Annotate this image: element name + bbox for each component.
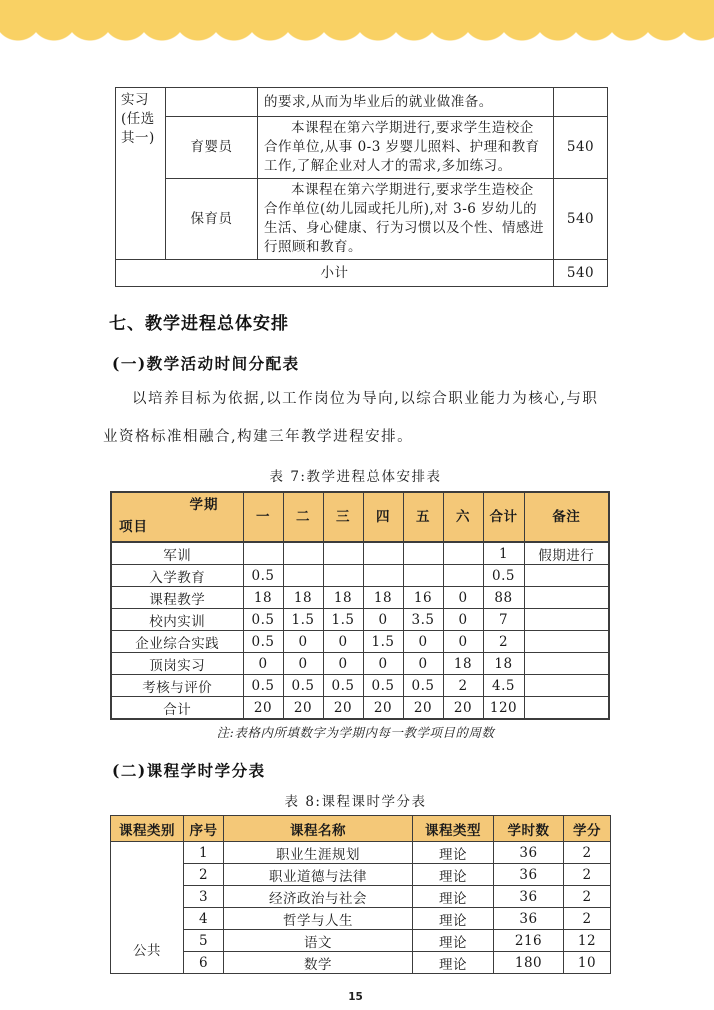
subtotal-label: 小计 (116, 260, 554, 287)
value-cell: 1 (483, 542, 524, 565)
table-row (116, 88, 608, 117)
index-cell: 6 (184, 952, 224, 974)
value-cell: 0.5 (363, 675, 403, 697)
table-row (111, 952, 611, 974)
value-cell: 18 (443, 653, 483, 675)
value-cell (283, 542, 323, 565)
value-cell (403, 565, 443, 587)
page-number: 15 (348, 991, 363, 1003)
table-row (111, 542, 609, 565)
value-cell: 0 (403, 653, 443, 675)
table-row (116, 117, 608, 179)
value-cell: 0 (403, 631, 443, 653)
index-cell: 4 (184, 908, 224, 930)
internship-category-cell: 实习(任选其一) (116, 88, 166, 260)
value-cell: 3.5 (403, 609, 443, 631)
subtotal-value: 540 (554, 260, 608, 287)
course-type-cell: 理论 (413, 952, 494, 974)
course-name-cell: 语文 (224, 930, 413, 952)
row-label: 课程教学 (111, 587, 243, 609)
value-cell: 2 (483, 631, 524, 653)
hours-cell: 540 (554, 179, 608, 260)
column-header: 序号 (184, 816, 224, 842)
table-row (111, 587, 609, 609)
intro-paragraph: 以培养目标为依据,以工作岗位为导向,以综合职业能力为核心,与职业资格标准相融合,构建三年教学进程安排。 (103, 391, 599, 445)
row-label: 合计 (111, 697, 243, 720)
hours-cell: 36 (494, 864, 564, 886)
credit-cell: 12 (564, 930, 611, 952)
value-cell: 20 (323, 697, 363, 720)
banner-scallop-edge (0, 32, 714, 41)
value-cell: 20 (443, 697, 483, 720)
value-cell: 0.5 (243, 675, 283, 697)
job-cell (166, 88, 258, 117)
row-label: 顶岗实习 (111, 653, 243, 675)
value-cell: 1.5 (363, 631, 403, 653)
description-cell: 本课程在第六学期进行,要求学生造校企合作单位(幼儿园或托儿所),对 3-6 岁幼儿的生活、身心健康、行为习惯以及个性、情感进行照顾和教育。 (258, 179, 554, 260)
index-cell: 3 (184, 886, 224, 908)
value-cell: 4.5 (483, 675, 524, 697)
table8-header-row (111, 816, 611, 842)
value-cell: 18 (483, 653, 524, 675)
value-cell: 18 (323, 587, 363, 609)
row-label: 考核与评价 (111, 675, 243, 697)
table-row (111, 864, 611, 886)
value-cell: 20 (243, 697, 283, 720)
value-cell: 1.5 (323, 609, 363, 631)
value-cell: 0 (443, 609, 483, 631)
subsection-heading-1: (一)教学活动时间分配表 (112, 354, 300, 373)
value-cell: 7 (483, 609, 524, 631)
table-row (111, 908, 611, 930)
diagonal-header-cell (111, 492, 243, 542)
course-name-cell: 职业生涯规划 (224, 842, 413, 864)
value-cell: 0 (363, 609, 403, 631)
diagonal-label-project: 项目 (119, 519, 148, 535)
index-cell: 2 (184, 864, 224, 886)
total-row (111, 697, 609, 720)
value-cell: 0.5 (403, 675, 443, 697)
course-credit-table (110, 815, 611, 974)
value-cell (363, 565, 403, 587)
value-cell: 16 (403, 587, 443, 609)
value-cell: 0 (243, 653, 283, 675)
value-cell: 0 (283, 653, 323, 675)
remark-cell (524, 653, 609, 675)
value-cell: 2 (443, 675, 483, 697)
table-row (116, 179, 608, 260)
index-cell: 1 (184, 842, 224, 864)
remark-cell (524, 697, 609, 720)
value-cell: 0.5 (243, 565, 283, 587)
column-header: 备注 (524, 492, 609, 542)
teaching-schedule-table (110, 491, 610, 720)
value-cell (283, 565, 323, 587)
value-cell: 18 (363, 587, 403, 609)
description-cell: 的要求,从而为毕业后的就业做准备。 (258, 88, 554, 117)
credit-cell: 2 (564, 842, 611, 864)
value-cell: 120 (483, 697, 524, 720)
value-cell: 20 (283, 697, 323, 720)
column-header: 课程类别 (111, 816, 184, 842)
course-type-cell: 理论 (413, 864, 494, 886)
value-cell: 0 (323, 631, 363, 653)
value-cell: 88 (483, 587, 524, 609)
table7-header-row (111, 492, 609, 542)
course-name-cell: 数学 (224, 952, 413, 974)
course-type-cell: 理论 (413, 842, 494, 864)
value-cell (443, 565, 483, 587)
job-cell: 育婴员 (166, 117, 258, 179)
column-header: 合计 (483, 492, 524, 542)
value-cell: 18 (283, 587, 323, 609)
credit-cell: 2 (564, 886, 611, 908)
remark-cell (524, 609, 609, 631)
value-cell (243, 542, 283, 565)
subsection-heading-2: (二)课程学时学分表 (112, 761, 266, 780)
column-header: 一 (243, 492, 283, 542)
section-heading-7: 七、教学进程总体安排 (109, 314, 289, 334)
value-cell (363, 542, 403, 565)
credit-cell: 2 (564, 908, 611, 930)
job-cell: 保育员 (166, 179, 258, 260)
value-cell: 0 (363, 653, 403, 675)
hours-cell (554, 88, 608, 117)
description-cell: 本课程在第六学期进行,要求学生造校企合作单位,从事 0-3 岁婴儿照料、护理和教育工作,了解企业对人才的需求,多加练习。 (258, 117, 554, 179)
index-cell: 5 (184, 930, 224, 952)
remark-cell (524, 675, 609, 697)
remark-cell (524, 631, 609, 653)
column-header: 三 (323, 492, 363, 542)
hours-cell: 36 (494, 908, 564, 930)
table-row (111, 675, 609, 697)
table-row (111, 886, 611, 908)
value-cell: 0 (323, 653, 363, 675)
remark-cell: 假期进行 (524, 542, 609, 565)
document-page (103, 87, 612, 1003)
table8-caption: 表 8:课程课时学分表 (284, 794, 427, 810)
table-row (111, 565, 609, 587)
table-row (111, 653, 609, 675)
value-cell: 1.5 (283, 609, 323, 631)
course-name-cell: 经济政治与社会 (224, 886, 413, 908)
value-cell: 20 (403, 697, 443, 720)
course-type-cell: 理论 (413, 930, 494, 952)
column-header: 五 (403, 492, 443, 542)
table7-caption: 表 7:教学进程总体安排表 (269, 469, 442, 485)
value-cell (323, 542, 363, 565)
course-name-cell: 哲学与人生 (224, 908, 413, 930)
credit-cell: 10 (564, 952, 611, 974)
course-type-cell: 理论 (413, 886, 494, 908)
diagonal-label-semester: 学期 (189, 497, 219, 513)
value-cell: 20 (363, 697, 403, 720)
column-header: 六 (443, 492, 483, 542)
subtotal-row (116, 260, 608, 287)
course-name-cell: 职业道德与法律 (224, 864, 413, 886)
hours-cell: 540 (554, 117, 608, 179)
value-cell: 0.5 (283, 675, 323, 697)
remark-cell (524, 587, 609, 609)
hours-cell: 36 (494, 842, 564, 864)
table-row (111, 930, 611, 952)
table-row (111, 609, 609, 631)
column-header: 学时数 (494, 816, 564, 842)
value-cell: 0 (443, 631, 483, 653)
value-cell: 0 (283, 631, 323, 653)
row-label: 入学教育 (111, 565, 243, 587)
value-cell (323, 565, 363, 587)
hours-cell: 216 (494, 930, 564, 952)
hours-cell: 180 (494, 952, 564, 974)
column-header: 四 (363, 492, 403, 542)
value-cell: 0.5 (483, 565, 524, 587)
row-label: 军训 (111, 542, 243, 565)
value-cell (403, 542, 443, 565)
top-decorative-border (0, 0, 714, 41)
course-type-cell: 理论 (413, 908, 494, 930)
row-label: 企业综合实践 (111, 631, 243, 653)
value-cell (443, 542, 483, 565)
internship-table (115, 87, 608, 287)
course-category-cell: 公共 (111, 842, 184, 974)
column-header: 学分 (564, 816, 611, 842)
column-header: 二 (283, 492, 323, 542)
value-cell: 0.5 (323, 675, 363, 697)
value-cell: 0.5 (243, 631, 283, 653)
table-row (111, 842, 611, 864)
row-label: 校内实训 (111, 609, 243, 631)
table7-note: 注:表格内所填数字为学期内每一教学项目的周数 (216, 725, 495, 740)
table-row (111, 631, 609, 653)
column-header: 课程名称 (224, 816, 413, 842)
value-cell: 18 (243, 587, 283, 609)
value-cell: 0.5 (243, 609, 283, 631)
column-header: 课程类型 (413, 816, 494, 842)
banner-band (0, 0, 714, 32)
hours-cell: 36 (494, 886, 564, 908)
credit-cell: 2 (564, 864, 611, 886)
value-cell: 0 (443, 587, 483, 609)
remark-cell (524, 565, 609, 587)
